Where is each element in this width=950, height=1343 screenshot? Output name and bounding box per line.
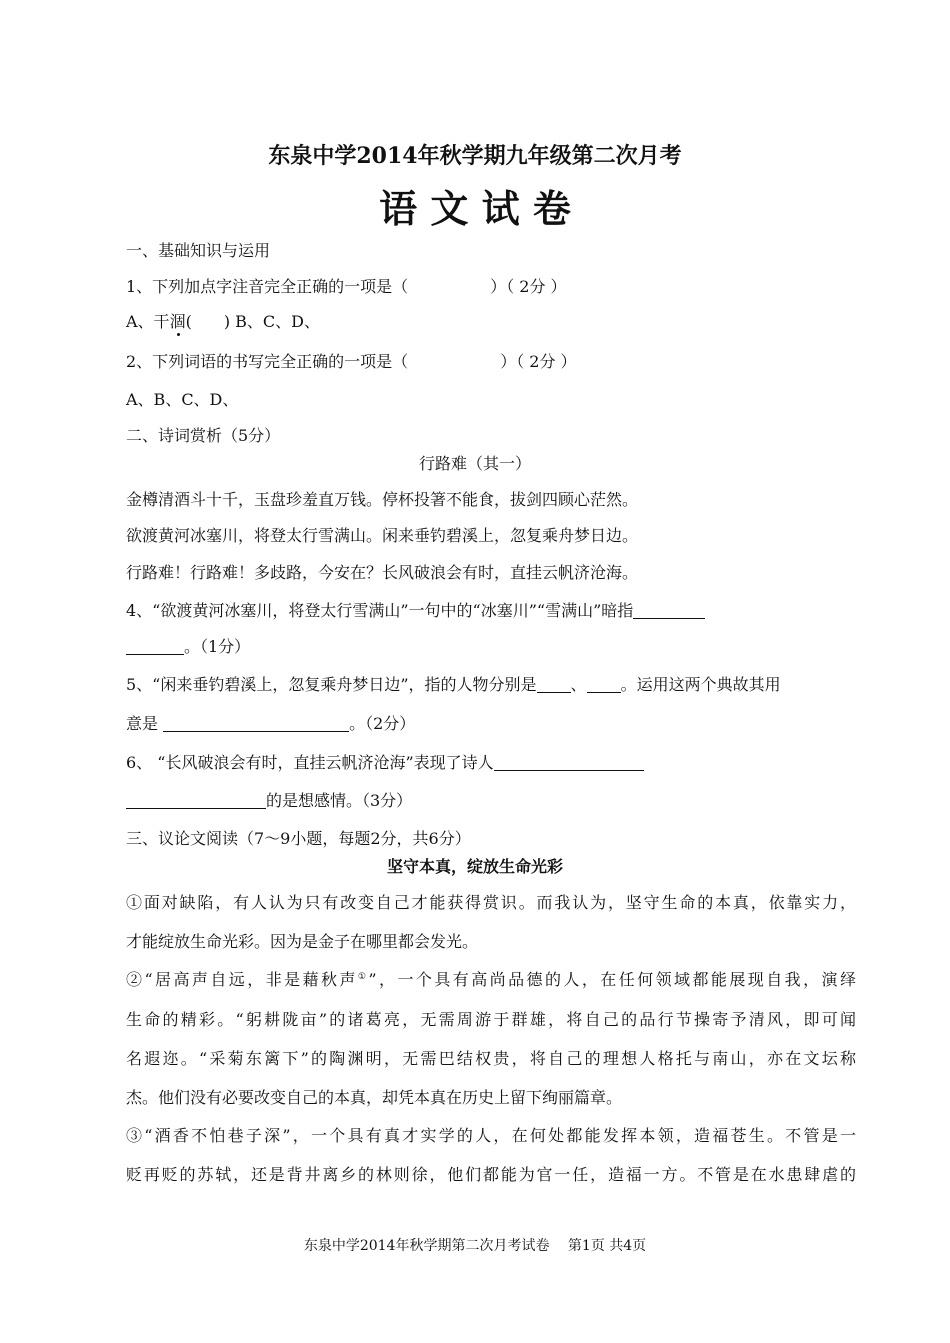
q1-options-rest: ( ) B、C、D、 [185,312,320,331]
answer-blank [126,638,184,655]
q2-tail: ）（ 2分 ） [500,352,577,371]
essay-paragraph-2-line [126,969,856,991]
answer-blank [494,754,644,771]
footnote-mark: ① [357,972,369,982]
answer-blank [537,676,571,693]
question-6-cont [126,790,856,812]
section3-heading: 三、议论文阅读（7～9小题，每题2分，共6分） [126,829,471,848]
essay-paragraph-3-line: 贬再贬的苏轼，还是背井离乡的林则徐，他们都能为官一任，造福一方。不管是在水患肆虐的 [126,1165,856,1184]
poem-line-3: 行路难！行路难！多歧路，今安在？长风破浪会有时，直挂云帆济沧海。 [126,563,639,582]
q2-stem: 2、下列词语的书写完全正确的一项是（ [126,352,409,371]
q5-sep: 、 [570,675,587,694]
q1-stem: 1、下列加点字注音完全正确的一项是（ [126,277,409,296]
question-6 [126,752,856,774]
q5-part2: 。运用这两个典故其用 [620,675,781,694]
essay-paragraph-2-line: 杰。他们没有必要改变自己的本真，却凭本真在历史上留下绚丽篇章。 [126,1088,623,1107]
essay-paragraph-1-line: ①面对缺陷，有人认为只有改变自己才能获得赏识。而我认为，坚守生命的本真，依靠实力， [126,893,856,912]
para2-post: ”，一个具有高尚品德的人，在任何领域都能展现自我，演绎 [368,970,856,989]
poem-title: 行路难（其一） [418,454,531,473]
essay-title: 坚守本真，绽放生命光彩 [386,857,563,876]
question-2-options: A、B、C、D、 [126,390,239,409]
q1-tail: ）（ 2分 ） [490,277,567,296]
q5-cont-pre: 意是 [126,714,159,733]
q6-text: 6、 “长风破浪会有时，直挂云帆济沧海”表现了诗人 [126,753,494,772]
section1-heading: 一、基础知识与运用 [126,241,271,260]
q1-option-a: A、干 [126,312,170,331]
poem-line-1: 金樽清酒斗十千，玉盘珍羞直万钱。停杯投箸不能食，拔剑四顾心茫然。 [126,490,639,509]
section2-heading: 二、诗词赏析（5分） [126,426,281,445]
q5-cont-post: 。（2分） [349,714,416,733]
q4-text: 4、“欲渡黄河冰塞川，将登太行雪满山”一句中的“冰塞川”“雪满山”暗指 [126,601,634,620]
question-5 [126,674,856,696]
q6-cont-post: 的是想感情。（3分） [266,791,413,810]
exam-subtitle: 语 文 试 卷 [379,186,571,231]
essay-paragraph-2-line: 生命的精彩。“躬耕陇亩”的诸葛亮，无需周游于群雄，将自己的品行节操寄予清风，即可闻 [126,1010,856,1029]
question-2 [126,351,856,373]
essay-paragraph-3-line: ③“酒香不怕巷子深”，一个具有真才实学的人，在何处都能发挥本领，造福苍生。不管是一 [126,1126,856,1145]
exam-title: 东泉中学2014年秋学期九年级第二次月考 [268,143,682,169]
answer-blank [163,715,349,732]
question-1 [126,276,856,298]
q4-cont: 。（1分） [184,637,251,656]
question-4 [126,600,856,622]
page-footer: 东泉中学2014年秋学期第二次月考试卷 第1页 共4页 [303,1238,647,1254]
answer-blank [633,602,705,619]
dotted-char: 涸 [169,312,186,331]
question-5-cont [126,713,856,735]
poem-line-2: 欲渡黄河冰塞川，将登太行雪满山。闲来垂钓碧溪上，忽复乘舟梦日边。 [126,526,639,545]
para2-pre: ②“居高声自远，非是藉秋声 [126,970,358,989]
question-1-options [126,311,856,333]
question-4-cont [126,636,856,658]
essay-paragraph-2-line: 名遐迩。“采菊东篱下”的陶渊明，无需巴结权贵，将自己的理想人格托与南山，亦在文坛称 [126,1049,856,1068]
answer-blank [126,792,266,809]
essay-paragraph-1-line: 才能绽放生命光彩。因为是金子在哪里都会发光。 [126,932,479,951]
q5-part1: 5、“闲来垂钓碧溪上，忽复乘舟梦日边”，指的人物分别是 [126,675,537,694]
answer-blank [587,676,621,693]
